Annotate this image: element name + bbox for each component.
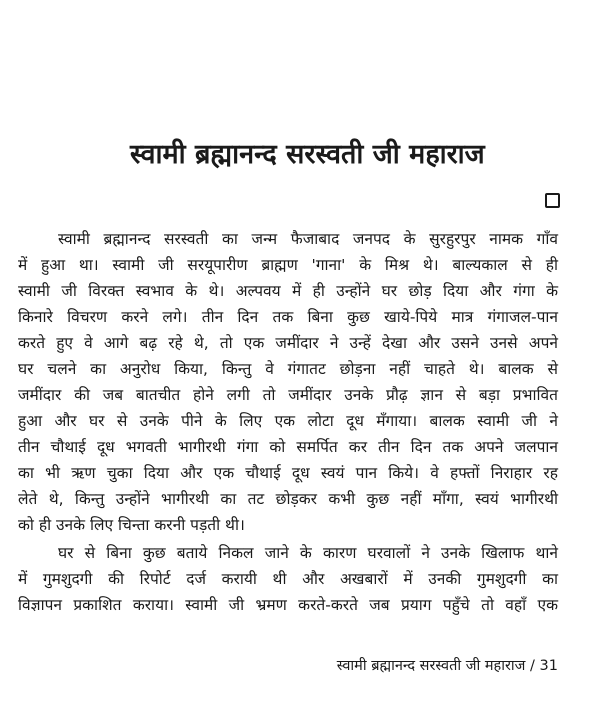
page-footer: स्वामी ब्रह्मानन्द सरस्वती जी महाराज / 31: [336, 658, 558, 674]
text-line: किनारे विचरण करने लगे। तीन दिन तक बिना कुछ खाये-पिये मात्र गंगाजल-पान: [18, 308, 558, 326]
text-line: स्वामी जी विरक्त स्वभाव के थे। अल्पवय में ही उन्होंने घर छोड़ दिया और गंगा के: [18, 282, 558, 300]
text-line: जमींदार की जब बातचीत होने लगी तो जमींदार उनके प्रौढ़ ज्ञान से बड़ा प्रभावित: [18, 386, 558, 404]
text-line: घर से बिना कुछ बताये निकल जाने के कारण घरवालों ने उनके खिलाफ थाने: [58, 544, 558, 562]
text-line: घर चलने का अनुरोध किया, किन्तु वे गंगातट छोड़ना नहीं चाहते थे। बालक से: [18, 360, 558, 378]
text-line: विज्ञापन प्रकाशित कराया। स्वामी जी भ्रमण करते-करते जब प्रयाग पहुँचे तो वहाँ एक: [18, 596, 558, 614]
text-line: स्वामी ब्रह्मानन्द सरस्वती का जन्म फैजाबाद जनपद के सुरहुरपुर नामक गाँव: [58, 230, 558, 248]
section-marker-icon: [545, 193, 560, 208]
text-line: में हुआ था। स्वामी जी सरयूपारीण ब्राह्मण 'गाना' के मिश्र थे। बाल्यकाल से ही: [18, 256, 558, 274]
body-text: [18, 226, 558, 618]
paragraph-1: [18, 226, 558, 538]
text-line: को ही उनके लिए चिन्ता करनी पड़ती थी।: [18, 516, 245, 534]
text-line: लेते थे, किन्तु उन्होंने भागीरथी का तट छोड़कर कभी कुछ नहीं माँगा, स्वयं भागीरथी: [18, 490, 558, 508]
paragraph-2: [18, 540, 558, 618]
text-line: तीन चौथाई दूध भगवती भागीरथी गंगा को समर्पित कर तीन दिन तक अपने जलपान: [18, 438, 558, 456]
text-line: करते हुए वे आगे बढ़ रहे थे, तो एक जमींदार ने उन्हें देखा और उसने उनसे अपने: [18, 334, 558, 352]
text-line: का भी ऋण चुका दिया और एक चौथाई दूध स्वयं पान किये। वे हफ्तों निराहार रह: [18, 464, 558, 482]
text-line: हुआ और घर से उनके पीने के लिए एक लोटा दूध मँगाया। बालक स्वामी जी ने: [18, 412, 558, 430]
chapter-title: स्वामी ब्रह्मानन्द सरस्वती जी महाराज: [130, 139, 485, 170]
text-line: में गुमशुदगी की रिपोर्ट दर्ज करायी थी और अखबारों में उनकी गुमशुदगी का: [18, 570, 558, 588]
